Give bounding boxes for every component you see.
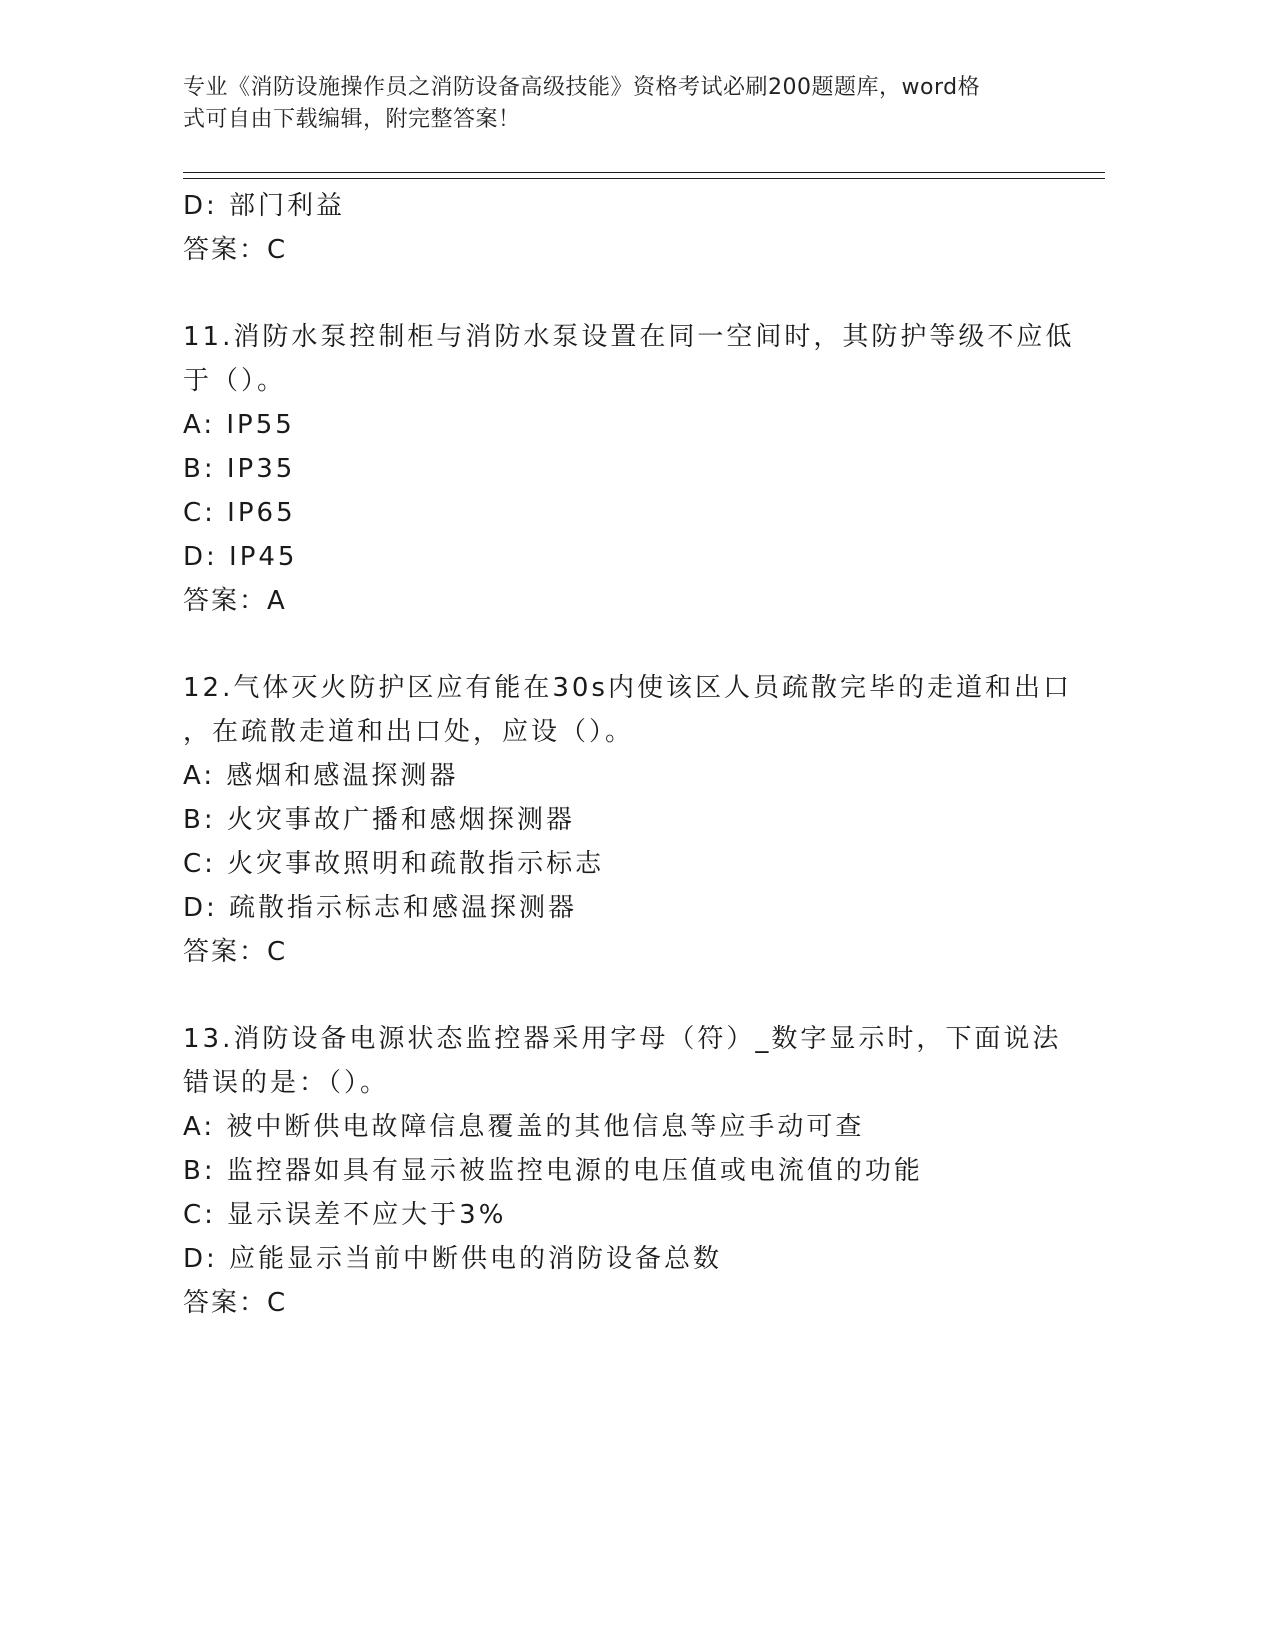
answer-line: 答案：C (183, 235, 288, 265)
answer-line: 答案：C (183, 937, 288, 967)
option-b: B: 火灾事故广播和感烟探测器 (183, 805, 575, 835)
question-11 (183, 315, 1075, 623)
option-a: A: IP55 (183, 410, 295, 440)
spacer (183, 272, 1063, 315)
option-d: D: IP45 (183, 542, 298, 572)
question-text-line-1: 11.消防水泵控制柜与消防水泵设置在同一空间时，其防护等级不应低 (183, 322, 1075, 352)
option-b: B: IP35 (183, 454, 296, 484)
header-title-line-2: 式可自由下载编辑，附完整答案！ (183, 107, 521, 132)
option-a: A: 感烟和感温探测器 (183, 761, 459, 791)
document-header (183, 72, 1063, 136)
header-divider-top (183, 172, 1105, 173)
question-13 (183, 1017, 1063, 1325)
answer-line: 答案：A (183, 586, 287, 616)
option-a: A: 被中断供电故障信息覆盖的其他信息等应手动可查 (183, 1112, 865, 1142)
option-b: B: 监控器如具有显示被监控电源的电压值或电流值的功能 (183, 1156, 923, 1186)
header-title-line-1: 专业《消防设施操作员之消防设备高级技能》资格考试必刷200题题库，word格 (183, 75, 981, 100)
option-d: D: 应能显示当前中断供电的消防设备总数 (183, 1244, 723, 1274)
question-text-line-2: 于（）。 (183, 366, 287, 396)
question-12 (183, 666, 1072, 974)
spacer (183, 974, 1063, 1017)
option-d: D: 部门利益 (183, 191, 346, 221)
question-text-line-1: 12.气体灭火防护区应有能在30s内使该区人员疏散完毕的走道和出口 (183, 673, 1072, 703)
option-c: C: IP65 (183, 498, 296, 528)
option-d: D: 疏散指示标志和感温探测器 (183, 893, 578, 923)
question-text-line-1: 13.消防设备电源状态监控器采用字母（符）_数字显示时，下面说法 (183, 1024, 1062, 1054)
question-text-line-2: 错误的是：（）。 (183, 1068, 390, 1098)
answer-line: 答案：C (183, 1288, 288, 1318)
question-content (183, 184, 1075, 1325)
spacer (183, 623, 1063, 666)
question-10-tail (183, 184, 1063, 272)
option-c: C: 火灾事故照明和疏散指示标志 (183, 849, 605, 879)
header-divider-bottom (183, 178, 1105, 179)
question-text-line-2: ，在疏散走道和出口处，应设（）。 (183, 717, 635, 747)
option-c: C: 显示误差不应大于3% (183, 1200, 507, 1230)
